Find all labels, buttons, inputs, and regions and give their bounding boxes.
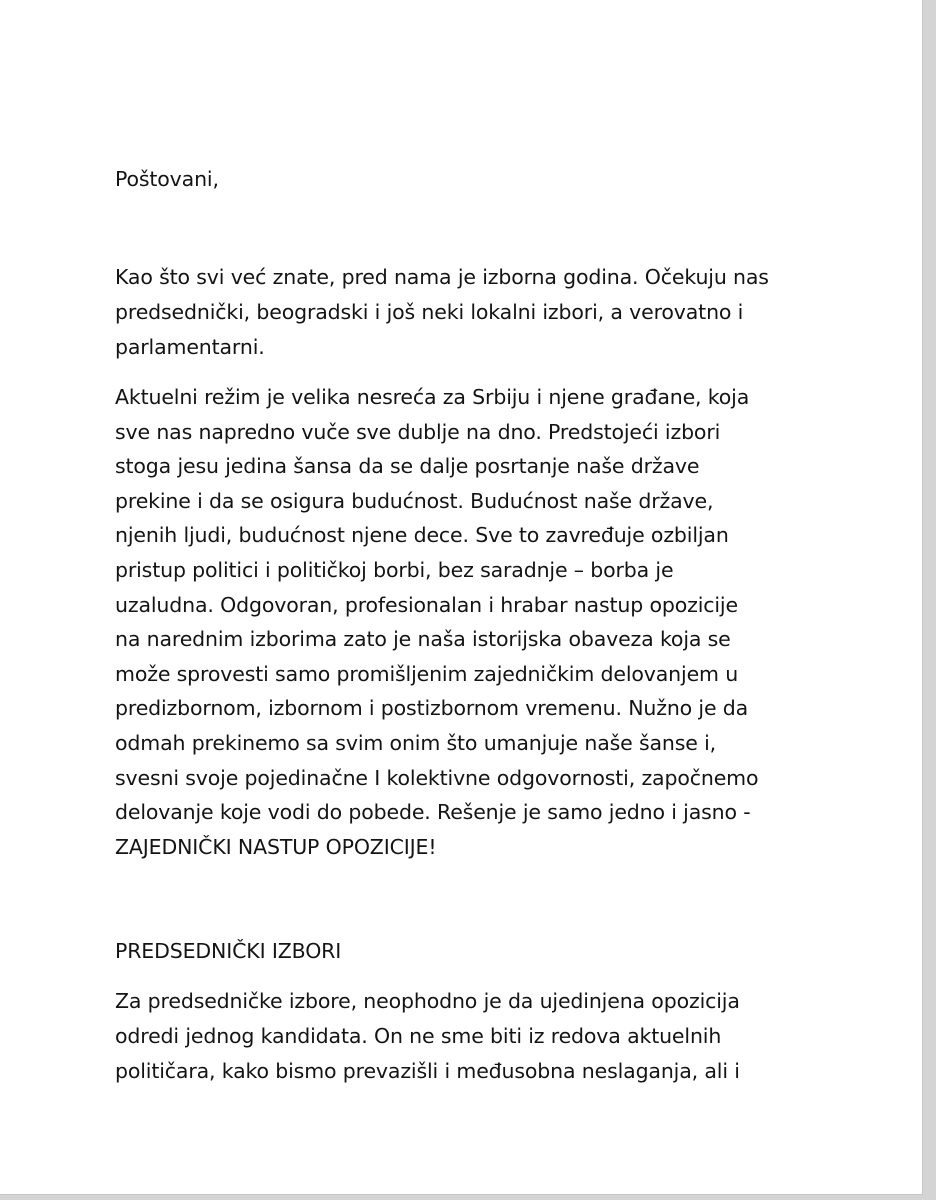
paragraph-line: delovanje koje vodi do pobede. Rešenje je samo jedno i jasno - (115, 800, 751, 825)
paragraph-line: Aktuelni režim je velika nesreća za Srbiju i njene građane, koja (115, 385, 750, 409)
paragraph-line: može sprovesti samo promišljenim zajedničkim delovanjem u (115, 661, 739, 686)
paragraph-line: stoga jesu jedina šansa da se dalje posrtanje naše države (115, 454, 700, 479)
intro-paragraph (115, 260, 815, 365)
paragraph-line: predizbornom, izbornom i postizbornom vremenu. Nužno je da (115, 696, 749, 721)
paragraph-line: odredi jednog kandidata. On ne sme biti iz redova aktuelnih (115, 1024, 722, 1048)
paragraph-line: odmah prekinemo sa svim onim što umanjuje naše šanse i, (115, 730, 717, 755)
paragraph-line: Kao što svi već znate, pred nama je izborna godina. Očekuju nas (115, 265, 769, 289)
paragraph-line: parlamentarni. (115, 335, 265, 359)
paragraph-line: ZAJEDNIČKI NASTUP OPOZICIJE! (115, 834, 437, 859)
paragraph-line: političara, kako bismo prevazišli i međusobna neslaganja, ali i (115, 1059, 740, 1083)
paragraph-line: predsednički, beogradski i još neki lokalni izbori, a verovatno i (115, 300, 744, 324)
section-heading: PREDSEDNIČKI IZBORI (115, 939, 342, 963)
body-paragraph (115, 380, 815, 864)
paragraph-line: svesni svoje pojedinačne I kolektivne odgovornosti, započnemo (115, 765, 759, 790)
paragraph-line: uzaludna. Odgovoran, profesionalan i hrabar nastup opozicije (115, 592, 738, 617)
section-paragraph (115, 984, 815, 1089)
paragraph-line: pristup politici i političkoj borbi, bez saradnje – borba je (115, 557, 674, 582)
paragraph-line: na narednim izborima zato je naša istorijska obaveza koja se (115, 627, 731, 652)
paragraph-line: sve nas napredno vuče sve dublje na dno. Predstojeći izbori (115, 419, 721, 444)
paragraph-line: Za predsedničke izbore, neophodno je da ujedinjena opozicija (115, 989, 740, 1013)
paragraph-line: prekine i da se osigura budućnost. Budućnost naše države, (115, 488, 714, 513)
salutation: Poštovani, (115, 167, 219, 191)
paragraph-line: njenih ljudi, budućnost njene dece. Sve to zavređuje ozbiljan (115, 523, 729, 548)
